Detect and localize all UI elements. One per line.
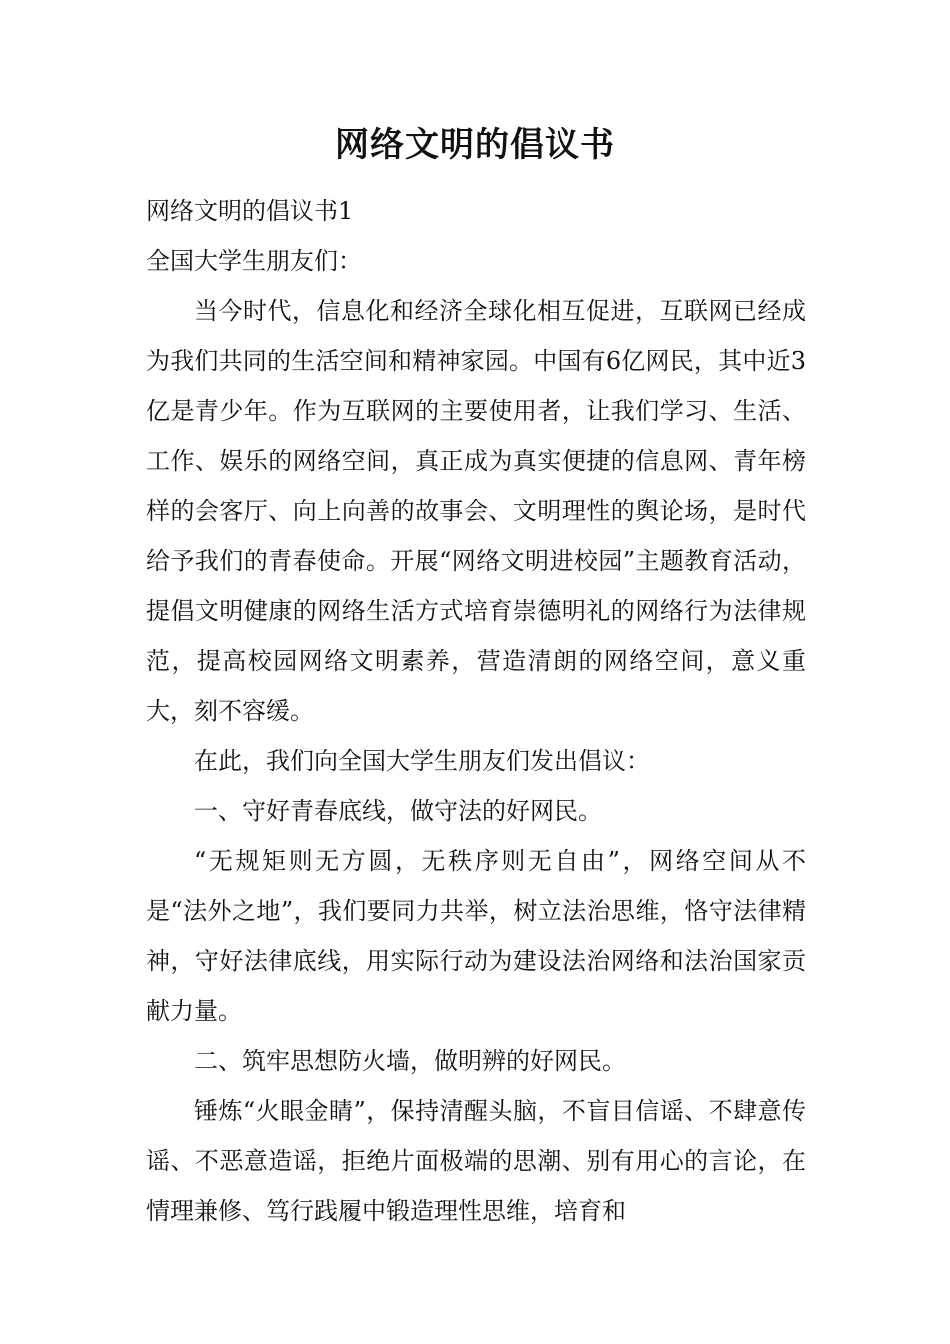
salutation: 全国大学生朋友们： [146,247,362,275]
document-title: 网络文明的倡议书 [335,125,615,165]
paragraph-point-2: 锤炼“火眼金睛”，保持清醒头脑，不盲目信谣、不肆意传谣、不恶意造谣，拒绝片面极端的思潮、别有用心的言论，在情理兼修、笃行践履中锻造理性思维，培育和 [146,1097,806,1225]
document-body [146,186,806,1236]
paragraph-point-1: “无规矩则无方圆，无秩序则无自由”，网络空间从不是“法外之地”，我们要同力共举，树立法治思维，恪守法律精神，守好法律底线，用实际行动为建设法治网络和法治国家贡献力量。 [146,847,806,1025]
document-subtitle: 网络文明的倡议书1 [146,197,354,225]
paragraph-call: 在此，我们向全国大学生朋友们发出倡议： [194,747,650,775]
heading-point-2: 二、筑牢思想防火墙，做明辨的好网民。 [194,1047,626,1075]
paragraph-intro: 当今时代，信息化和经济全球化相互促进，互联网已经成为我们共同的生活空间和精神家园。中国有6亿网民，其中近3亿是青少年。作为互联网的主要使用者，让我们学习、生活、工作、娱乐的网络空间，真正成为真实便捷的信息网、青年榜样的会客厅、向上向善的故事会、文明理性的舆论场，是时代给予我们的青春使命。开展“网络文明进校园”主题教育活动，提倡文明健康的网络生活方式培育崇德明礼的网络行为法律规范，提高校园网络文明素养，营造清朗的网络空间，意义重大，刻不容缓。 [146,297,806,725]
heading-point-1: 一、守好青春底线，做守法的好网民。 [194,797,602,825]
